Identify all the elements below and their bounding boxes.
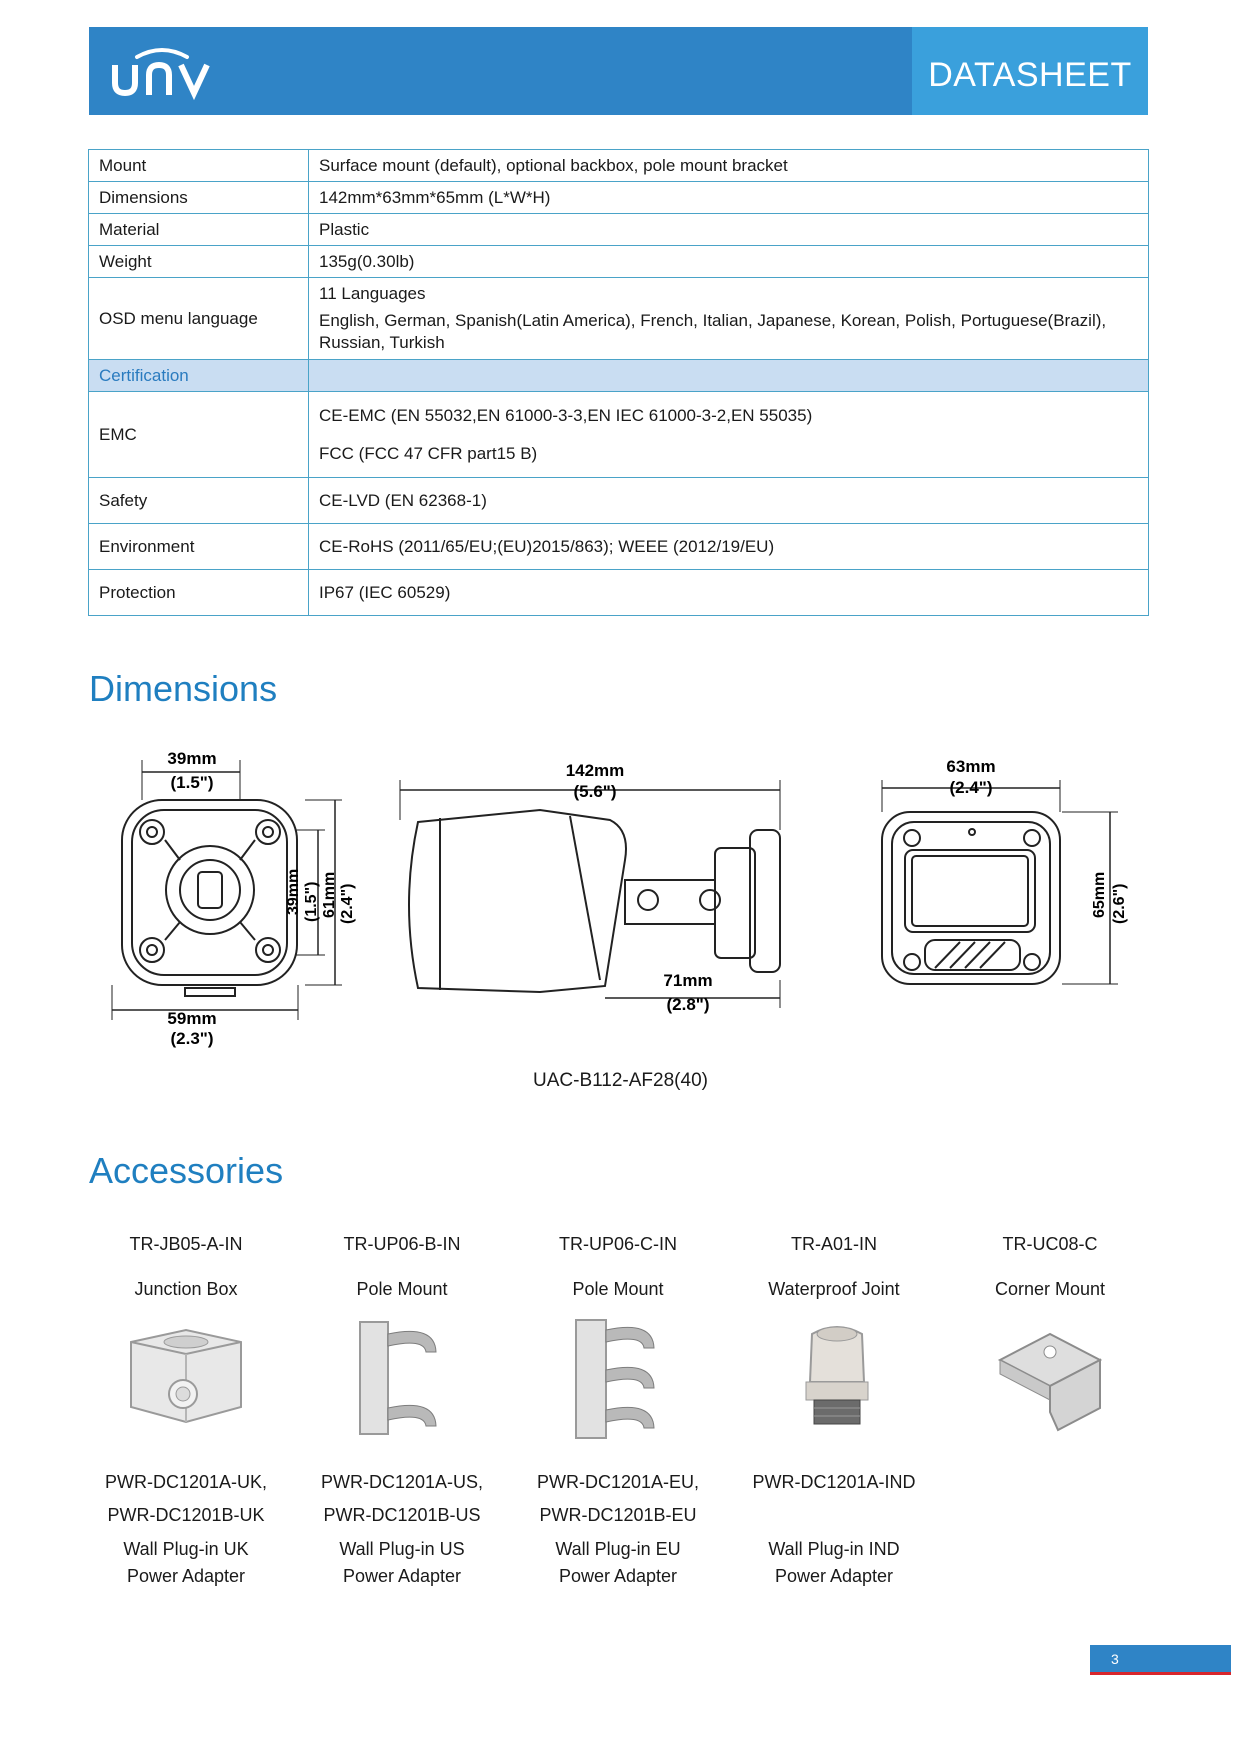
header-banner [89, 27, 1148, 115]
accessory-model: TR-A01-IN [790, 1234, 877, 1254]
table-row [89, 478, 1149, 524]
accessory-model [86, 1466, 286, 1532]
accessory-name [86, 1536, 286, 1590]
back-height-mm: 65mm [1091, 871, 1108, 918]
model-caption: UAC-B112-AF28(40) [533, 1070, 708, 1091]
name-line: Power Adapter [342, 1566, 462, 1586]
model-line: PWR-DC1201A-IND [752, 1472, 916, 1492]
spec-label: Safety [89, 478, 309, 524]
accessory-model: TR-UP06-B-IN [343, 1234, 461, 1254]
accessory-model: TR-UP06-C-IN [558, 1234, 677, 1254]
front-side2-in: (2.4") [339, 883, 356, 924]
name-line: Power Adapter [126, 1566, 246, 1586]
dimensions-heading: Dimensions [89, 668, 278, 709]
section-heading: Certification [89, 360, 309, 392]
pole-mount-2-strap-icon [340, 1312, 470, 1442]
table-row [89, 214, 1149, 246]
back-width-mm: 63mm [946, 757, 996, 776]
front-bottom-in: (2.3") [170, 1029, 214, 1048]
table-row [89, 278, 1149, 360]
back-height-in: (2.6") [1111, 883, 1128, 924]
accessory-model [302, 1466, 502, 1532]
dimension-drawings [100, 740, 1140, 1060]
name-line: Wall Plug-in US [339, 1539, 465, 1559]
table-row [89, 570, 1149, 616]
spec-value [309, 392, 1149, 478]
spec-value-line: CE-EMC (EN 55032,EN 61000-3-3,EN IEC 61000-3-2,EN 55035) [319, 405, 813, 425]
name-line: Power Adapter [774, 1566, 894, 1586]
spec-value: CE-RoHS (2011/65/EU;(EU)2015/863); WEEE (2012/19/EU) [309, 524, 1149, 570]
spec-label: Protection [89, 570, 309, 616]
accessory-name: Pole Mount [356, 1279, 448, 1299]
model-line: PWR-DC1201B-EU [539, 1505, 697, 1525]
side-view-drawing [400, 780, 780, 1008]
spec-value: Surface mount (default), optional backbox, pole mount bracket [309, 150, 1149, 182]
junction-box-icon [121, 1312, 251, 1442]
spec-value-line: English, German, Spanish(Latin America), French, Italian, Japanese, Korean, Polish, Portuguese(Brazil), Russian, Turkish [319, 310, 1107, 352]
name-line: Wall Plug-in UK [123, 1539, 249, 1559]
accessory-name [734, 1536, 934, 1590]
accessory-name: Waterproof Joint [768, 1279, 900, 1299]
side-bracket-in: (2.8") [666, 995, 710, 1014]
model-line: PWR-DC1201B-US [323, 1505, 481, 1525]
spec-table [88, 149, 1149, 616]
spec-value-line: FCC (FCC 47 CFR part15 B) [319, 443, 538, 463]
accessories-heading: Accessories [89, 1150, 284, 1191]
model-line: PWR-DC1201A-US, [320, 1472, 484, 1492]
side-bracket-mm: 71mm [663, 971, 713, 990]
unv-logo [107, 41, 217, 101]
name-line: Power Adapter [558, 1566, 678, 1586]
model-line: PWR-DC1201A-EU, [536, 1472, 700, 1492]
spec-value: 135g(0.30lb) [309, 246, 1149, 278]
accessory-name [302, 1536, 502, 1590]
doc-type-label: DATASHEET [928, 56, 1132, 94]
accessory-model [518, 1466, 718, 1532]
table-row [89, 524, 1149, 570]
spec-label: Material [89, 214, 309, 246]
spec-label: OSD menu language [89, 278, 309, 360]
spec-value [309, 278, 1149, 360]
accessory-model [734, 1466, 934, 1499]
table-section-row [89, 360, 1149, 392]
corner-mount-icon [988, 1312, 1118, 1442]
accessory-name: Pole Mount [572, 1279, 664, 1299]
name-line: Wall Plug-in EU [555, 1539, 681, 1559]
spec-value: Plastic [309, 214, 1149, 246]
accessory-name: Corner Mount [994, 1279, 1106, 1299]
spec-label: EMC [89, 392, 309, 478]
front-top-mm: 39mm [167, 749, 217, 768]
back-width-in: (2.4") [949, 778, 993, 797]
spec-value-line: 11 Languages [319, 283, 426, 303]
back-view-drawing [882, 780, 1118, 984]
spec-label: Weight [89, 246, 309, 278]
table-row [89, 392, 1149, 478]
spec-value: 142mm*63mm*65mm (L*W*H) [309, 182, 1149, 214]
front-side1-in: (1.5") [303, 881, 320, 922]
accessory-name: Junction Box [134, 1279, 238, 1299]
waterproof-joint-icon [772, 1312, 902, 1442]
model-line: PWR-DC1201B-UK [107, 1505, 265, 1525]
spec-value: CE-LVD (EN 62368-1) [309, 478, 1149, 524]
model-line: PWR-DC1201A-UK, [104, 1472, 268, 1492]
spec-label: Environment [89, 524, 309, 570]
table-row [89, 182, 1149, 214]
page-number: 3 [1090, 1645, 1231, 1675]
accessory-model: TR-UC08-C [1002, 1234, 1098, 1254]
spec-value: IP67 (IEC 60529) [309, 570, 1149, 616]
front-top-in: (1.5") [170, 773, 214, 792]
table-row [89, 246, 1149, 278]
section-heading-fill [309, 360, 1149, 392]
table-row [89, 150, 1149, 182]
accessory-name [518, 1536, 718, 1590]
spec-label: Mount [89, 150, 309, 182]
side-length-in: (5.6") [573, 782, 617, 801]
name-line: Wall Plug-in IND [768, 1539, 900, 1559]
front-side1-mm: 39mm [285, 868, 302, 915]
spec-label: Dimensions [89, 182, 309, 214]
pole-mount-3-strap-icon [556, 1312, 686, 1442]
side-length-mm: 142mm [565, 761, 625, 780]
front-bottom-mm: 59mm [167, 1009, 217, 1028]
accessory-model: TR-JB05-A-IN [129, 1234, 243, 1254]
front-side2-mm: 61mm [321, 871, 338, 918]
